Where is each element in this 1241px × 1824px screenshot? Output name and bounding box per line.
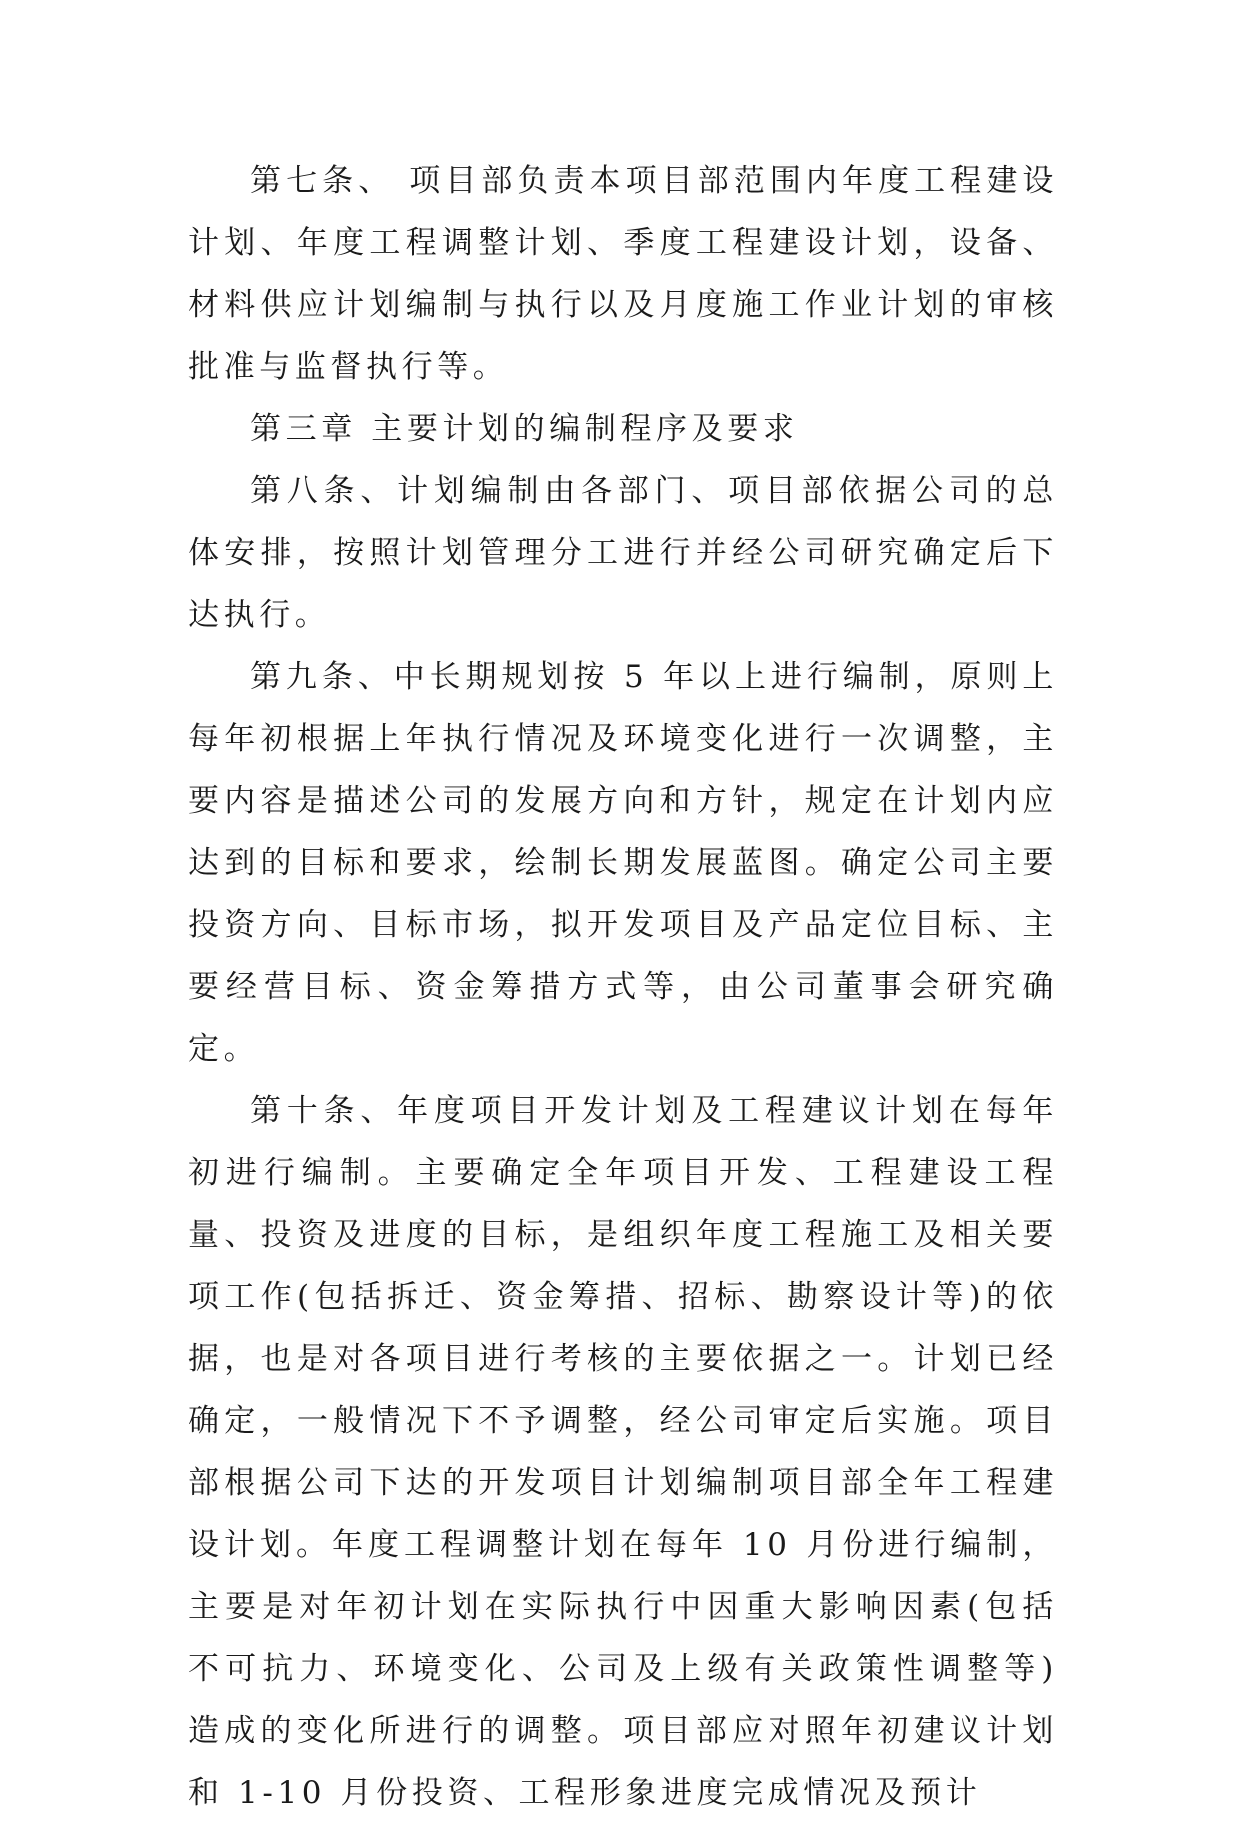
- article-9-paragraph: 第九条、中长期规划按 5 年以上进行编制，原则上每年初根据上年执行情况及环境变化进行一次调整，主要内容是描述公司的发展方向和方针，规定在计划内应达到的目标和要求，绘制长期发展蓝图。确定公司主要投资方向、目标市场，拟开发项目及产品定位目标、主要经营目标、资金筹措方式等，由公司董事会研究确定。: [188, 659, 1058, 1067]
- article-10-paragraph: 第十条、年度项目开发计划及工程建议计划在每年初进行编制。主要确定全年项目开发、工程建设工程量、投资及进度的目标，是组织年度工程施工及相关要项工作(包括拆迁、资金筹措、招标、勘察设计等)的依据，也是对各项目进行考核的主要依据之一。计划已经确定，一般情况下不予调整，经公司审定后实施。项目部根据公司下达的开发项目计划编制项目部全年工程建设计划。年度工程调整计划在每年 10 月份进行编制，主要是对年初计划在实际执行中因重大影响因素(包括不可抗力、环境变化、公司及上级有关政策性调整等)造成的变化所进行的调整。项目部应对照年初建议计划和 1-10 月份投资、工程形象进度完成情况及预计: [188, 1093, 1058, 1811]
- document-page: [188, 150, 1058, 1824]
- article-7-paragraph: 第七条、 项目部负责本项目部范围内年度工程建设计划、年度工程调整计划、季度工程建设计划，设备、材料供应计划编制与执行以及月度施工作业计划的审核批准与监督执行等。: [188, 163, 1058, 385]
- chapter-3-heading: 第三章 主要计划的编制程序及要求: [250, 411, 799, 447]
- article-8-paragraph: 第八条、计划编制由各部门、项目部依据公司的总体安排，按照计划管理分工进行并经公司研究确定后下达执行。: [188, 473, 1058, 633]
